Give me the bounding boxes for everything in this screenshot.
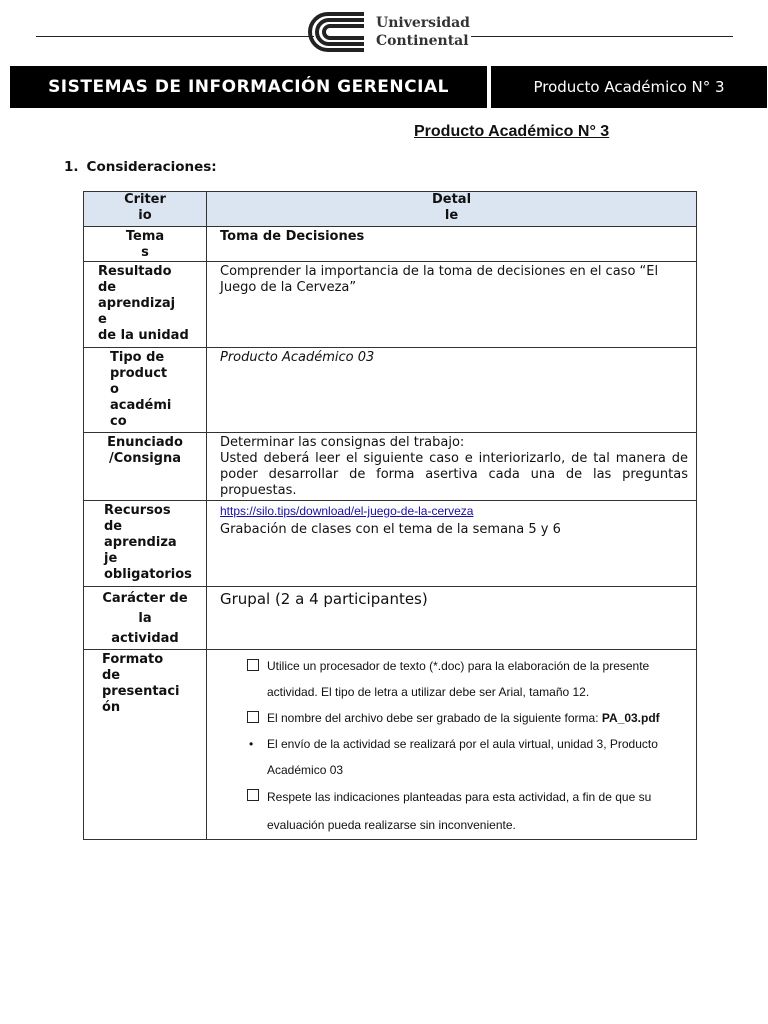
table-row [84, 587, 697, 650]
section-title: Consideraciones: [86, 159, 217, 175]
table-row [84, 650, 697, 840]
row-value-caracter: Grupal (2 a 4 participantes) [207, 587, 697, 650]
row-label-formato: Formato de presentaci ón [84, 650, 207, 840]
table-header-row [84, 192, 697, 227]
checkbox-icon [247, 659, 259, 671]
checkbox-icon [247, 789, 259, 801]
logo-text-line1: Universidad [376, 15, 470, 31]
header-criterio: Criter io [84, 192, 207, 227]
continental-logo-icon [308, 10, 368, 54]
list-item: • El envío de la actividad se realizará por el aula virtual, unidad 3, Producto Académico 03 [247, 731, 688, 783]
logo-text-line2: Continental [376, 33, 469, 49]
product-number-band: Producto Académico N° 3 [491, 66, 767, 108]
enunciado-line1: Determinar las consignas del trabajo: [220, 435, 465, 450]
row-value-enunciado [207, 433, 697, 501]
list-item: El nombre del archivo debe ser grabado de la siguiente forma: PA_03.pdf [247, 705, 688, 731]
list-item: Utilice un procesador de texto (*.doc) para la elaboración de la presente actividad. El tipo de letra a utilizar debe ser Arial, tamaño 12. [247, 653, 688, 705]
section-number: 1. [64, 159, 79, 175]
row-value-recursos [207, 501, 697, 587]
university-logo [308, 10, 468, 54]
document-title: Producto Académico N° 3 [414, 123, 610, 140]
row-label-temas: Tema s [84, 227, 207, 262]
course-title-band: SISTEMAS DE INFORMACIÓN GERENCIAL [10, 66, 487, 108]
table-row [84, 262, 697, 348]
header-rule-right [458, 36, 733, 37]
row-label-enunciado: Enunciado /Consigna [84, 433, 207, 501]
row-label-caracter: Carácter de la actividad [84, 587, 207, 650]
bullet-icon: • [249, 737, 254, 751]
resource-link[interactable]: https://silo.tips/download/el-juego-de-la-cerveza [220, 504, 474, 518]
row-label-resultado: Resultado de aprendizaj e de la unidad [84, 262, 207, 348]
header-detalle: Detal le [207, 192, 697, 227]
section-heading [64, 159, 217, 175]
table-row [84, 348, 697, 433]
row-label-tipo: Tipo de product o académi co [84, 348, 207, 433]
table-row [84, 433, 697, 501]
file-name: PA_03.pdf [601, 711, 660, 725]
row-value-resultado: Comprender la importancia de la toma de decisiones en el caso “El Juego de la Cerveza” [207, 262, 697, 348]
format-list [207, 650, 696, 839]
table-row [84, 227, 697, 262]
list-item: Respete las indicaciones planteadas para esta actividad, a fin de que su evaluación pueda realizarse sin inconveniente. [247, 783, 688, 839]
row-value-tipo: Producto Académico 03 [207, 348, 697, 433]
table-row [84, 501, 697, 587]
enunciado-line2: Usted deberá leer el siguiente caso e interiorizarlo, de tal manera de poder desarrollar de forma asertiva cada una de las preguntas propuestas. [220, 451, 688, 498]
row-value-temas: Toma de Decisiones [207, 227, 697, 262]
header-rule-left [36, 36, 314, 37]
row-label-recursos: Recursos de aprendiza je obligatorios [84, 501, 207, 587]
considerations-table [83, 191, 697, 840]
checkbox-icon [247, 711, 259, 723]
row-value-formato [207, 650, 697, 840]
resource-text: Grabación de clases con el tema de la semana 5 y 6 [220, 522, 561, 537]
